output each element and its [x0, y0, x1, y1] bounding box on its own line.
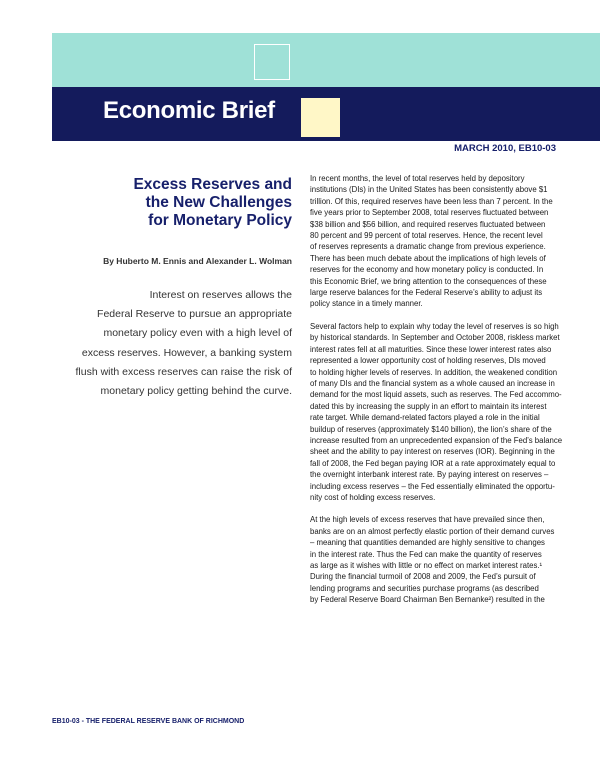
body-line: to holding higher levels of reserves. In addition, the weakened condition — [310, 367, 558, 377]
body-line: by historical standards. In September and October 2008, riskless market — [310, 333, 560, 343]
body-line: There has been much debate about the implications of high levels of — [310, 253, 546, 263]
body-line: 80 percent and 99 percent of total reserves. Hence, the recent level — [310, 231, 543, 241]
issue-date: MARCH 2010, EB10-03 — [454, 143, 556, 154]
body-paragraph — [310, 321, 565, 504]
body-text-column — [310, 173, 565, 606]
body-line: dated this by increasing the supply in an effort to maintain its interest — [310, 401, 547, 411]
body-line: In recent months, the level of total reserves held by depository — [310, 174, 525, 183]
byline: By Huberto M. Ennis and Alexander L. Wolman — [103, 256, 292, 266]
article-title-line: Excess Reserves and — [133, 176, 292, 193]
decorative-square-outline — [254, 44, 290, 80]
body-line: reserves for the economy and how monetary policy is conducted. In — [310, 265, 544, 275]
paragraph-gap — [310, 503, 565, 514]
body-line: by Federal Reserve Board Chairman Ben Bernanke²) resulted in the — [310, 595, 545, 605]
body-line: fall of 2008, the Fed began paying IOR at a rate approximately equal to — [310, 458, 556, 468]
body-line: of many DIs and the financial system as a whole caused an increase in — [310, 378, 555, 388]
abstract — [52, 286, 292, 401]
abstract-line: monetary policy getting behind the curve. — [100, 385, 292, 398]
body-line: banks are on an almost perfectly elastic portion of their demand curves — [310, 526, 555, 536]
body-line: lending programs and securities purchase programs (as described — [310, 583, 539, 593]
body-line: represented a lower opportunity cost of holding reserves, DIs moved — [310, 356, 546, 366]
body-line: During the financial turmoil of 2008 and 2009, the Fed’s pursuit of — [310, 572, 536, 582]
body-line: $38 billion and $56 billion, and required reserves fluctuated between — [310, 219, 546, 229]
body-line: policy stance in a timely manner. — [310, 299, 423, 309]
body-line: large reserve balances for the Federal Reserve’s ability to adjust its — [310, 288, 543, 298]
body-line: At the high levels of excess reserves that have prevailed since then, — [310, 515, 545, 525]
body-paragraph — [310, 173, 565, 310]
abstract-line: monetary policy even with a high level of — [103, 327, 292, 340]
body-line: nity cost of holding excess reserves. — [310, 492, 436, 502]
article-title-line: for Monetary Policy — [148, 212, 292, 229]
body-line: including excess reserves – the Fed essentially eliminated the opportu- — [310, 481, 555, 491]
body-line: the overnight interbank interest rate. By paying interest on reserves – — [310, 470, 549, 480]
abstract-line: Federal Reserve to pursue an appropriate — [97, 308, 292, 321]
body-line: interest rates fell at all maturities. Since these lower interest rates also — [310, 344, 552, 354]
abstract-line: flush with excess reserves can raise the risk of — [75, 365, 292, 378]
body-line: sheet and the ability to pay interest on reserves (IOR). Beginning in the — [310, 447, 555, 457]
body-line: trillion. Of this, required reserves have been less than 7 percent. In the — [310, 196, 553, 206]
article-title-line: the New Challenges — [145, 194, 292, 211]
body-line: increase resulted from an unprecedented expansion of the Fed’s balance — [310, 435, 563, 445]
article-title — [52, 176, 292, 230]
body-line: buildup of reserves (approximately $140 billion), the lion’s share of the — [310, 424, 552, 434]
body-line: five years prior to September 2008, total reserves fluctuated between — [310, 208, 549, 218]
abstract-line: Interest on reserves allows the — [149, 289, 292, 301]
body-line: as large as it wishes with little or no effect on market interest rates.¹ — [310, 561, 543, 570]
body-line: institutions (DIs) in the United States has been consistently above $1 — [310, 185, 548, 195]
header-teal-band — [52, 33, 600, 87]
body-line: demand for the most liquid assets, such as reserves. The Fed accommo- — [310, 390, 562, 400]
body-line: of reserves represents a dramatic change from previous experience. — [310, 242, 546, 252]
body-line: rate target. While demand-related factors played a role in the initial — [310, 413, 540, 423]
footer-text: EB10-03 - THE FEDERAL RESERVE BANK OF RICHMOND — [52, 718, 245, 725]
body-line: in the interest rate. Thus the Fed can make the quantity of reserves — [310, 549, 542, 559]
paragraph-gap — [310, 310, 565, 321]
decorative-square-yellow — [300, 97, 341, 138]
body-line: this Economic Brief, we bring attention to the consequences of these — [310, 276, 547, 286]
abstract-line: excess reserves. However, a banking system — [81, 346, 292, 359]
body-line: Several factors help to explain why today the level of reserves is so high — [310, 321, 559, 331]
publication-title: Economic Brief — [103, 97, 275, 124]
body-paragraph — [310, 514, 565, 605]
body-line: – meaning that quantities demanded are highly sensitive to changes — [310, 538, 545, 548]
